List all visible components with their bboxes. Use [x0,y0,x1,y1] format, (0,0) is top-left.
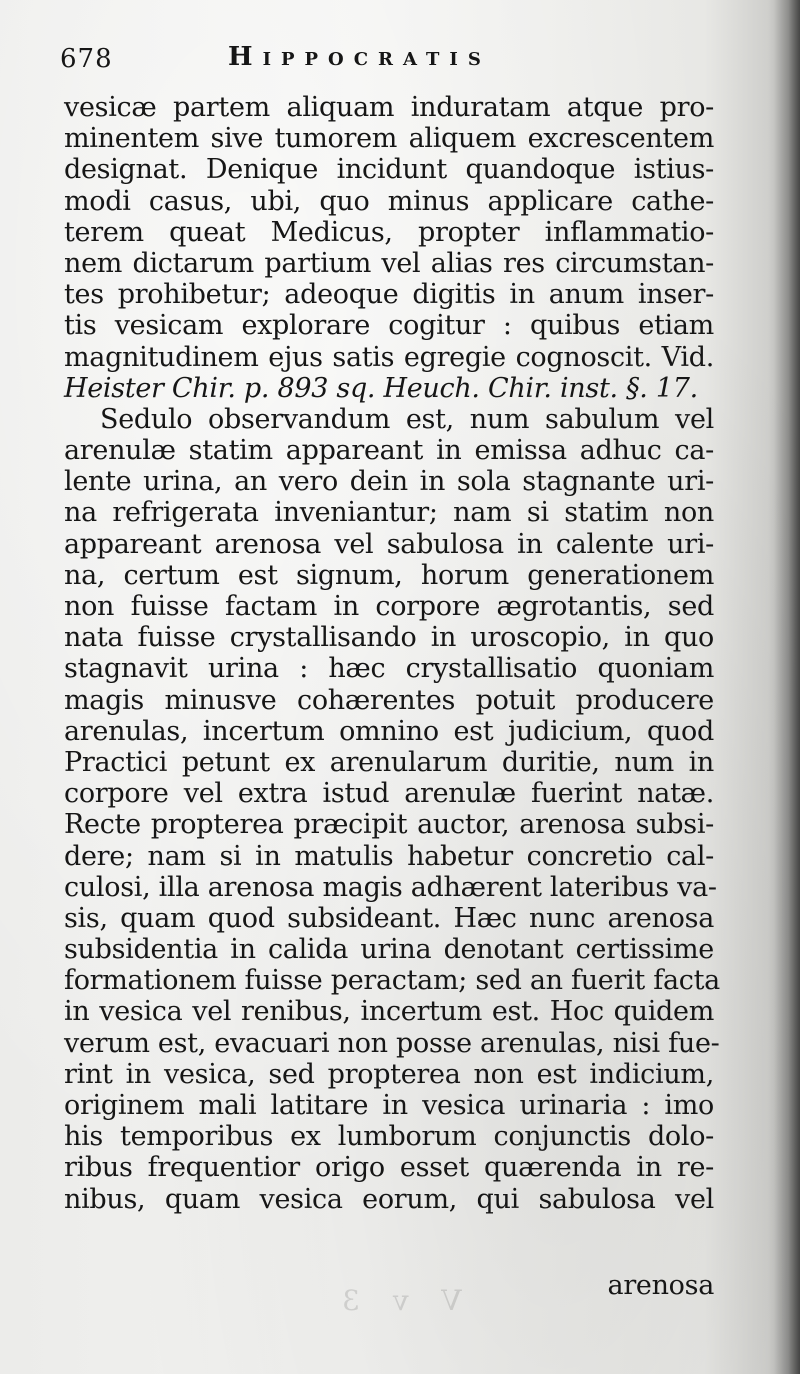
text-line: Practici petunt ex arenularum duritie, num in [64,746,714,778]
text-line: nem dictarum partium vel alias res circumstan- [64,247,714,279]
text-line: modi casus, ubi, quo minus applicare cathe- [64,185,714,217]
text-line: dere; nam si in matulis habetur concretio cal- [64,840,714,872]
text-line: magnitudinem ejus satis egregie cognoscit. Vid. [64,341,714,373]
running-head: Hippocratis [228,42,491,72]
text-line: terem queat Medicus, propter inflammatio- [64,216,714,248]
text-line: tis vesicam explorare cogitur : quibus etiam [64,310,714,342]
text-line: arenulæ statim appareant in emissa adhuc ca- [64,435,714,467]
text-line: vesicæ partem aliquam induratam atque pro- [64,92,714,123]
page-header [60,40,700,88]
text-line: Recte propterea præcipit auctor, arenosa subsi- [64,809,714,841]
text-line: culosi, illa arenosa magis adhærent lateribus va- [64,871,717,903]
citation-line: Heister Chir. p. 893 sq. Heuch. Chir. inst. §. 17. [64,372,698,404]
text-line: magis minusve cohærentes potuit producere [64,684,714,716]
text-line: rint in vesica, sed propterea non est indicium, [64,1058,714,1090]
page-number: 678 [60,44,113,74]
text-line: stagnavit urina : hæc crystallisatio quoniam [64,653,714,685]
catchword: arenosa [607,1270,714,1301]
text-line: his temporibus ex lumborum conjunctis dolo- [64,1121,714,1153]
text-line: minentem sive tumorem aliquem excrescentem [64,123,714,155]
text-line: formationem fuisse peractam; sed an fuerit facta [64,965,720,997]
text-line: lente urina, an vero dein in sola stagnante uri- [64,466,714,498]
paragraph-first-line: Sedulo observandum est, num sabulum vel [100,403,714,435]
text-line: nibus, quam vesica eorum, qui sabulosa vel [64,1183,714,1215]
text-line: corpore vel extra istud arenulæ fuerint natæ. [64,778,714,810]
text-line: appareant arenosa vel sabulosa in calente uri- [64,528,714,560]
body-text [64,92,720,1215]
text-line: subsidentia in calida urina denotant certissime [64,934,714,966]
text-line: verum est, evacuari non posse arenulas, nisi fue- [64,1027,720,1059]
signature-mark: V v 3 [330,1284,462,1317]
text-line: in vesica vel renibus, incertum est. Hoc quidem [64,996,714,1028]
text-line: na, certum est signum, horum generationem [64,559,714,591]
text-line: nata fuisse crystallisando in uroscopio, in quo [64,622,714,654]
text-line: sis, quam quod subsideant. Hæc nunc arenosa [64,902,714,934]
text-line: non fuisse factam in corpore ægrotantis, sed [64,591,714,622]
text-line: designat. Denique incidunt quandoque istius- [64,154,714,186]
text-line: na refrigerata inveniantur; nam si statim non [64,497,714,529]
text-line: arenulas, incertum omnino est judicium, quod [64,715,714,747]
page-edge-shadow [774,0,800,1374]
text-line: ribus frequentior origo esset quærenda in re- [64,1152,714,1184]
text-line: originem mali latitare in vesica urinaria : imo [64,1090,714,1121]
text-line: tes prohibetur; adeoque digitis in anum inser- [64,279,714,311]
